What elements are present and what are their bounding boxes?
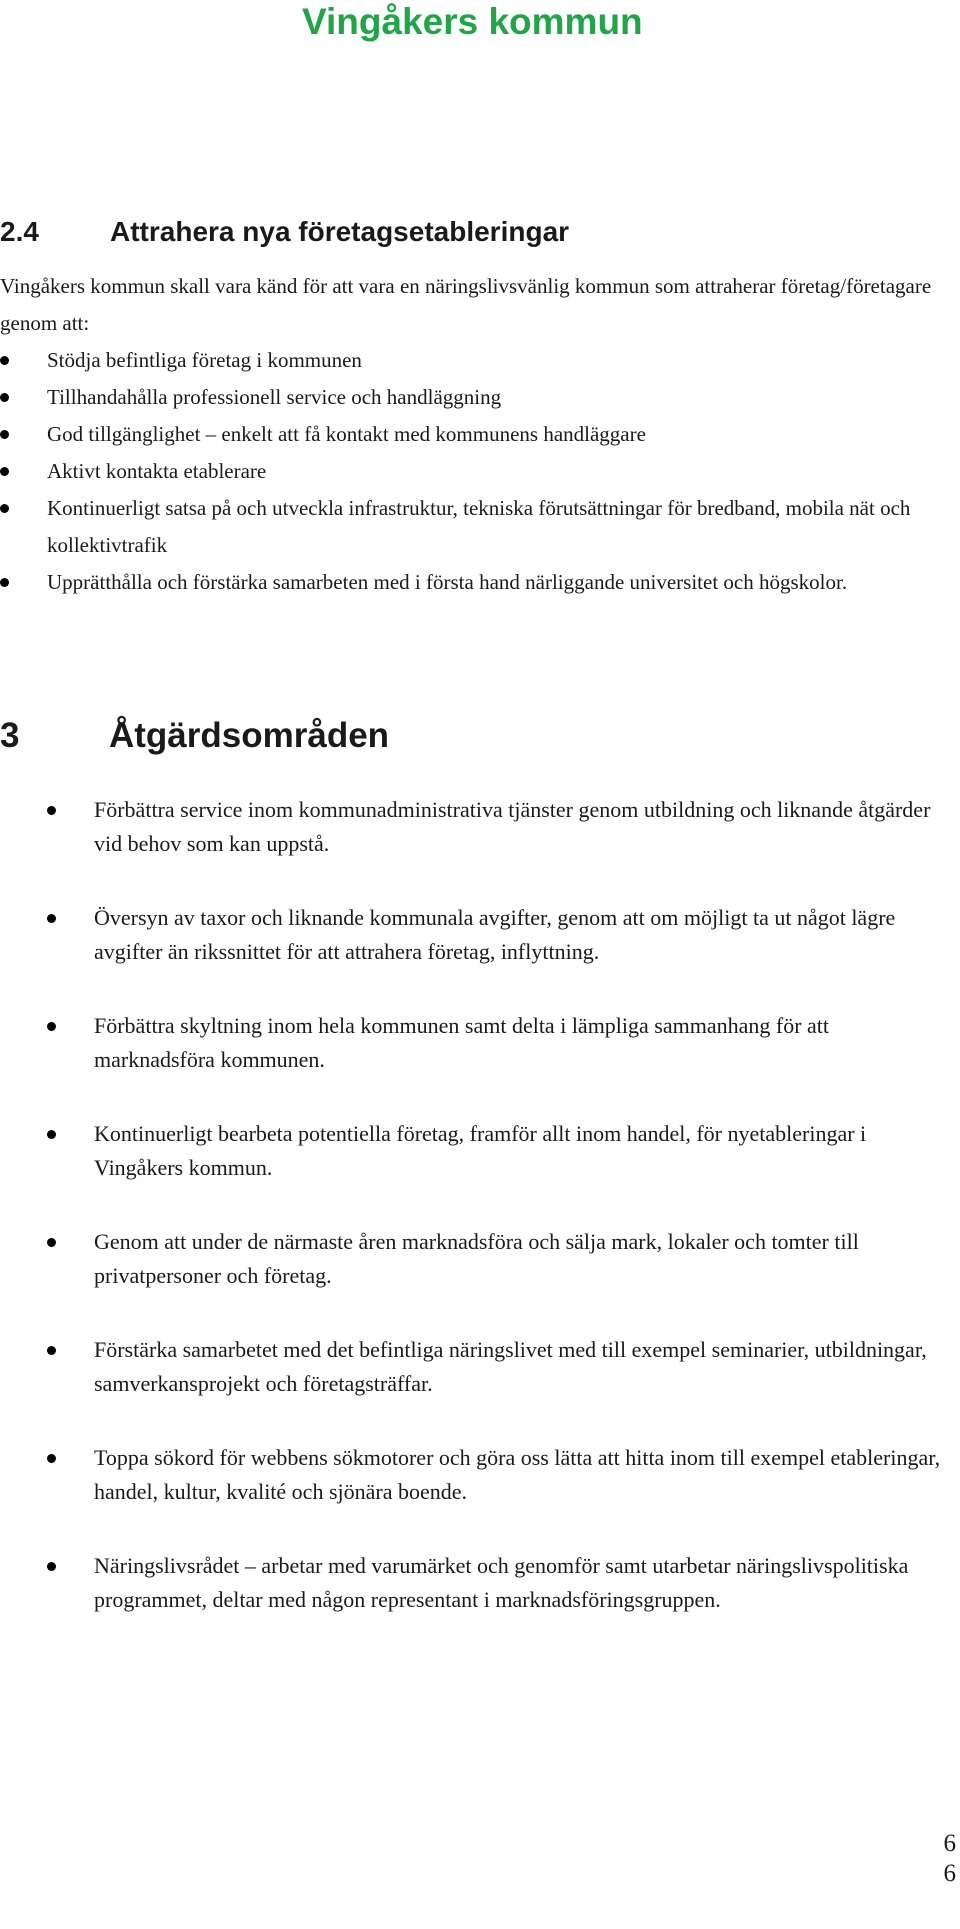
section-title: Attrahera nya företagsetableringar (110, 216, 570, 247)
page-number (944, 1829, 957, 1889)
list-item: Förbättra service inom kommunadministrativa tjänster genom utbildning och liknande åtgärder vid behov som kan uppstå. (0, 793, 955, 861)
list-item: Genom att under de närmaste åren marknadsföra och sälja mark, lokaler och tomter till privatpersoner och företag. (0, 1225, 955, 1293)
list-item: Förbättra skyltning inom hela kommunen samt delta i lämpliga sammanhang för att marknadsföra kommunen. (0, 1009, 955, 1077)
section-title: Åtgärdsområden (109, 716, 390, 755)
list-item: Upprätthålla och förstärka samarbeten med i första hand närliggande universitet och högskolor. (0, 564, 955, 601)
organization-header: Vingåkers kommun (302, 1, 643, 42)
section-number: 2.4 (0, 216, 39, 247)
section-intro: Vingåkers kommun skall vara känd för att vara en näringslivsvänlig kommun som attraherar företag/företagare genom att: (0, 274, 932, 335)
section-number: 3 (0, 716, 20, 755)
goal-list (0, 342, 955, 601)
list-item: Förstärka samarbetet med det befintliga näringslivet med till exempel seminarier, utbildningar, samverkansprojekt och företagsträffar. (0, 1333, 955, 1401)
action-list (0, 793, 955, 1657)
page-number-bottom: 6 (943, 1860, 956, 1887)
section-3-heading (0, 714, 389, 758)
list-item: Toppa sökord för webbens sökmotorer och göra oss lätta att hitta inom till exempel etableringar, handel, kultur, kvalité och sjönära boende. (0, 1441, 955, 1509)
section-2-4-heading (0, 214, 569, 250)
page-number-top: 6 (943, 1830, 956, 1857)
list-item: Översyn av taxor och liknande kommunala avgifter, genom att om möjligt ta ut något lägre avgifter än rikssnittet för att attrahera företag, inflyttning. (0, 901, 955, 969)
list-item: Näringslivsrådet – arbetar med varumärket och genomför samt utarbetar näringslivspolitiska programmet, deltar med någon representant i marknadsföringsgruppen. (0, 1549, 955, 1617)
list-item: Stödja befintliga företag i kommunen (0, 342, 955, 379)
list-item: Tillhandahålla professionell service och handläggning (0, 379, 955, 416)
list-item: Kontinuerligt satsa på och utveckla infrastruktur, tekniska förutsättningar för bredband, mobila nät och kollektivtrafik (0, 490, 955, 564)
list-item: Aktivt kontakta etablerare (0, 453, 955, 490)
list-item: God tillgänglighet – enkelt att få kontakt med kommunens handläggare (0, 416, 955, 453)
list-item: Kontinuerligt bearbeta potentiella företag, framför allt inom handel, för nyetableringar i Vingåkers kommun. (0, 1117, 955, 1185)
